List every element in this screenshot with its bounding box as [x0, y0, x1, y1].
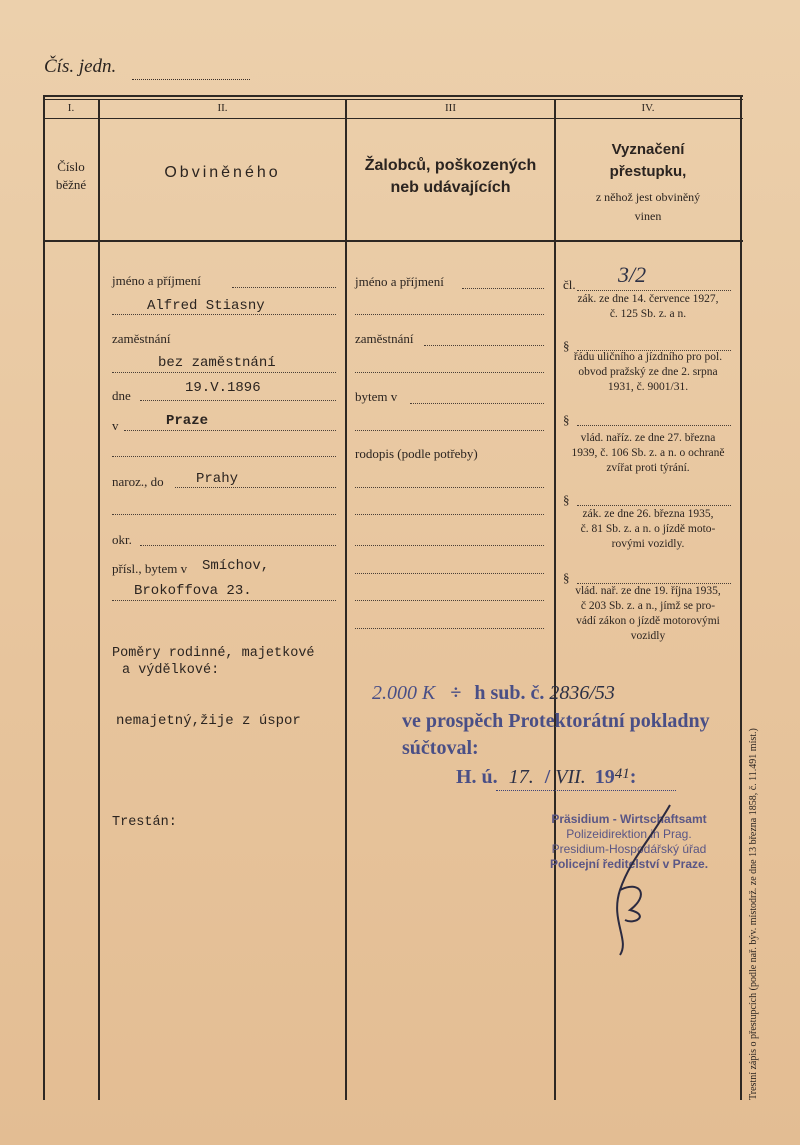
offence-2-line3: 1931, č. 9001/31. [607, 381, 689, 393]
col4-header [556, 139, 740, 225]
col3-header-line1: Žalobců, poškozených [364, 157, 537, 174]
dots [577, 425, 731, 426]
dots [140, 400, 336, 401]
reference-number-line [132, 79, 250, 80]
dots [112, 600, 336, 601]
frame-left [43, 95, 45, 1100]
col2-header: Obviněného [164, 164, 281, 181]
stamp-year-prefix: 19 [594, 766, 615, 788]
accused-circumstances-label [112, 645, 315, 679]
accused-place-label: v [112, 418, 119, 433]
accused-date-label: dne [112, 388, 131, 403]
margin-note: Trestní zápis o přestupcích (podle nař. býv. místodrž. ze dne 13 března 1858, č. 11.491 míst.) [748, 728, 759, 1100]
col1-divider [98, 100, 100, 1100]
section-sign-2: § [563, 338, 570, 353]
offence-2 [556, 350, 740, 395]
paragraph-label: čl. [563, 277, 576, 292]
accused-residence-label: přísl., bytem v [112, 561, 188, 576]
col1-header-line2: běžné [55, 177, 87, 192]
offence-5 [556, 584, 740, 644]
offence-2-line2: obvod pražský ze dne 2. srpna [578, 366, 718, 378]
frame-top-inner [43, 99, 743, 100]
dots [355, 487, 544, 488]
stamp-date: H. ú. 17. / VII. $19^{41}$: [456, 766, 637, 788]
accused-punished-label: Trestán: [112, 815, 177, 830]
office-stamp-line2: Polizeidirektion in Prag. [566, 827, 692, 841]
frame-right [740, 95, 742, 1100]
header-bottom-line [43, 240, 743, 242]
stamp-amount-line [372, 682, 615, 705]
stamp-month: VII. [555, 766, 586, 788]
offence-1 [556, 292, 740, 322]
col4-number: IV. [641, 102, 655, 114]
accused-native: Prahy [196, 471, 239, 487]
paragraph-value: 3/2 [618, 262, 647, 287]
plaintiff-bio-label: rodopis (podle potřeby) [355, 446, 478, 461]
office-stamp-line1: Präsidium - Wirtschaftsamt [551, 812, 707, 826]
dots [232, 287, 336, 288]
col4-header-line2: přestupku, [609, 163, 687, 180]
frame-top [43, 95, 743, 97]
offence-3-line2: 1939, č. 106 Sb. z. a n. o ochraně [571, 447, 725, 459]
offence-3-line3: zvířat proti týrání. [606, 462, 690, 474]
dots [175, 487, 336, 488]
division-icon: ÷ [450, 682, 462, 704]
stamp-line3: súčtoval: [402, 737, 479, 759]
accused-name-label: jméno a příjmení [112, 273, 201, 288]
col3-header [347, 155, 554, 199]
dots [112, 372, 336, 373]
dots [424, 345, 544, 346]
offence-3 [556, 431, 740, 476]
offence-4-line1: zák. ze dne 26. března 1935, [582, 508, 714, 520]
accused-residence: Smíchov, [202, 558, 270, 574]
section-sign-5: § [563, 570, 570, 585]
stamp-amount: 2.000 K [372, 682, 436, 704]
dots [355, 600, 544, 601]
offence-3-line1: vlád. naříz. ze dne 27. března [580, 432, 716, 444]
signature-icon [590, 800, 690, 960]
col1-header-line1: Číslo [57, 159, 85, 174]
accused-native-label: naroz., do [112, 474, 164, 489]
dots [577, 505, 731, 506]
dots [462, 288, 544, 289]
col4-header-line1: Vyznačení [611, 141, 685, 158]
offence-2-line1: řádu uličního a jízdního pro pol. [573, 351, 723, 363]
section-sign-4: § [563, 492, 570, 507]
accused-circumstances: nemajetný,žije z úspor [116, 713, 301, 729]
offence-5-line4: vozidly [630, 630, 666, 642]
dots [112, 456, 336, 457]
dots [410, 403, 544, 404]
col4-header-line3: z něhož jest obviněný [595, 190, 701, 204]
offence-1-line2: č. 125 Sb. z. a n. [609, 308, 687, 320]
dots [355, 372, 544, 373]
col3-header-line2: neb udávajících [390, 179, 511, 196]
col4-header-line4: vinen [634, 209, 662, 223]
offence-5-line3: vádí zákon o jízdě motorovými [576, 615, 720, 627]
office-stamp-line3: Presidium-Hospodářský úřad [551, 842, 707, 856]
stamp-line2: ve prospěch Protektorátní pokladny [402, 710, 710, 732]
plaintiff-residence-label: bytem v [355, 389, 398, 404]
offence-4-line3: rovými vozidly. [611, 538, 685, 550]
dots [140, 545, 336, 546]
dots [112, 514, 336, 515]
office-stamp-line4: Policejní ředitelství v Praze. [549, 857, 709, 871]
dots [124, 430, 336, 431]
plaintiff-job-label: zaměstnání [355, 331, 414, 346]
stamp-hu-label: H. ú. [456, 766, 498, 788]
dots [112, 314, 336, 315]
dots [355, 573, 544, 574]
stamp-year: 41 [614, 766, 630, 782]
roman-row-line [43, 118, 743, 119]
stamp-sub-number: 2836/53 [549, 682, 615, 704]
dots [577, 290, 731, 291]
accused-job: bez zaměstnání [158, 355, 276, 371]
offence-4-line2: č. 81 Sb. z. a n. o jízdě moto- [580, 523, 716, 535]
offence-4 [556, 507, 740, 552]
offence-5-line1: vlád. nař. ze dne 19. října 1935, [575, 585, 721, 597]
col2-divider [345, 100, 347, 1100]
dots [355, 514, 544, 515]
accused-name: Alfred Stiasny [147, 298, 265, 314]
dots [355, 545, 544, 546]
stamp-date-dots [496, 790, 676, 791]
dots [355, 430, 544, 431]
circumstances-label-line1: Poměry rodinné, majetkové [112, 646, 315, 661]
accused-district-label: okr. [112, 532, 132, 547]
col1-number: I. [67, 102, 75, 114]
accused-street: Brokoffova 23. [134, 583, 252, 599]
stamp-day: 17. [508, 766, 534, 788]
accused-job-label: zaměstnání [112, 331, 171, 346]
dots [355, 628, 544, 629]
offence-5-line2: č 203 Sb. z. a n., jímž se pro- [580, 600, 716, 612]
section-sign-3: § [563, 412, 570, 427]
col1-header [44, 158, 98, 194]
dots [355, 314, 544, 315]
col2-number: II. [217, 102, 228, 114]
accused-birth-place: Praze [166, 413, 209, 429]
col3-number: III [445, 102, 456, 114]
accused-birth-date: 19.V.1896 [185, 380, 261, 396]
reference-number-label: Čís. jedn. [44, 56, 117, 77]
stamp-sub-label: h sub. č. [474, 682, 545, 704]
circumstances-label-line2: a výdělkové: [122, 663, 220, 678]
offence-1-line1: zák. ze dne 14. července 1927, [577, 293, 719, 305]
plaintiff-name-label: jméno a příjmení [355, 274, 444, 289]
